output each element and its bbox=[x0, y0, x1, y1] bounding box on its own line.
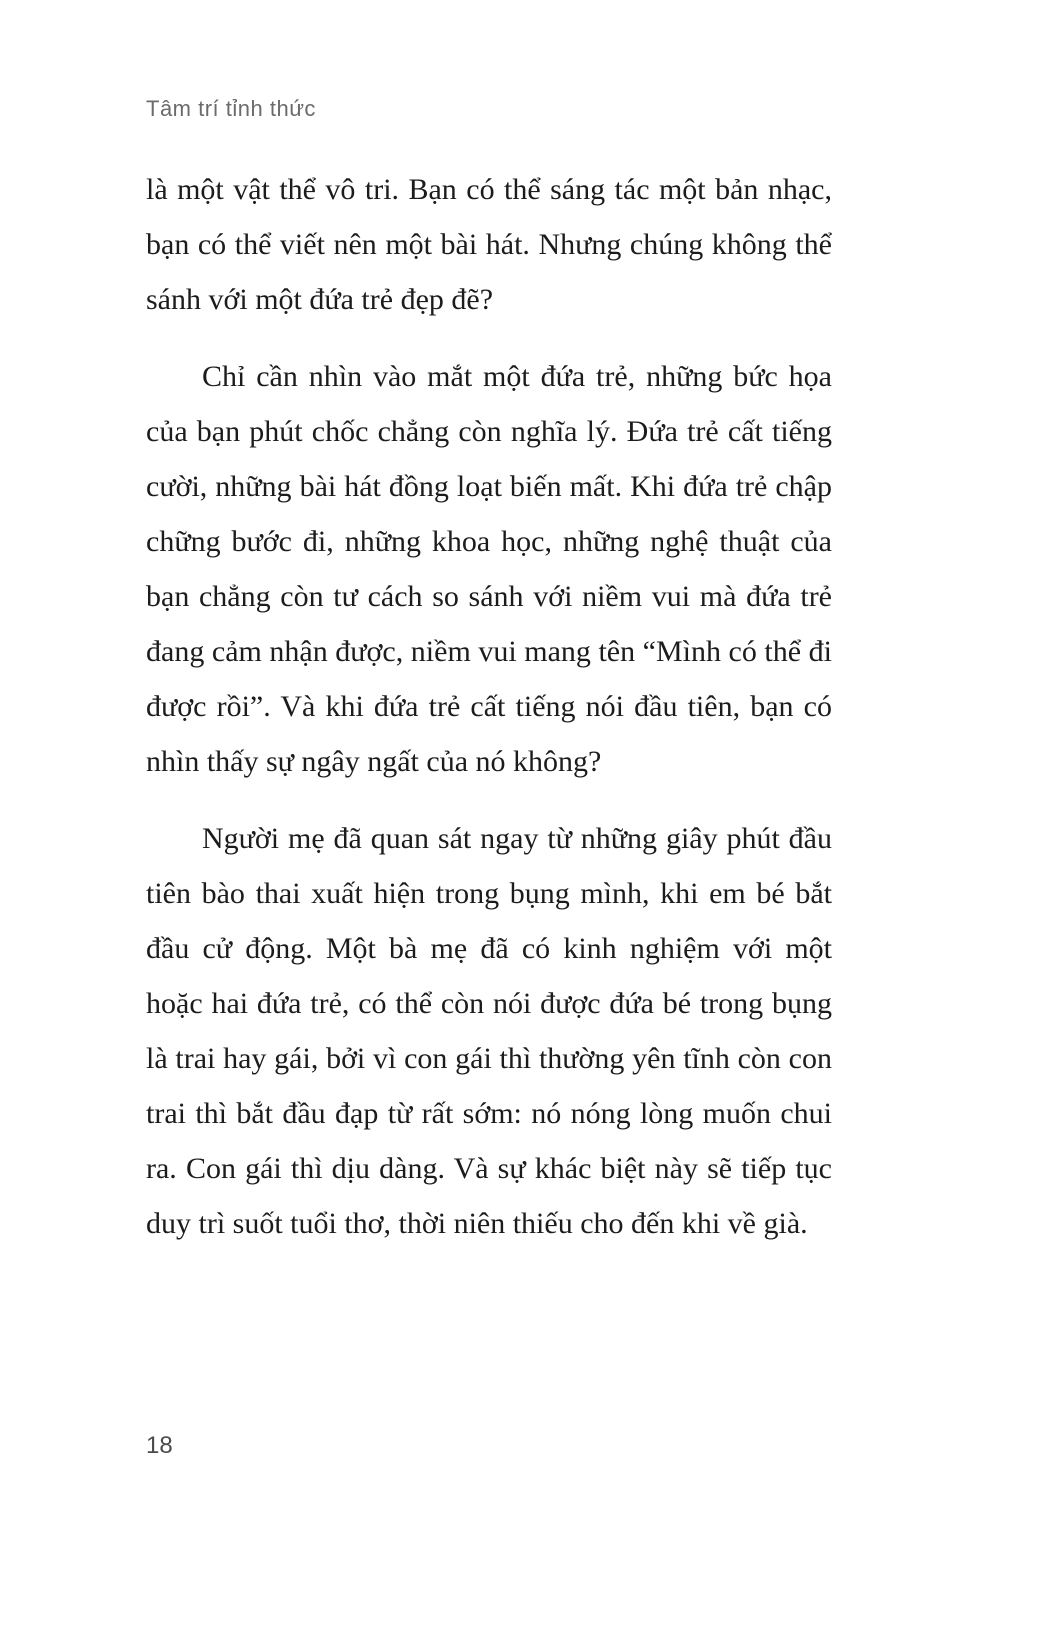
page-body bbox=[146, 162, 832, 1251]
paragraph: Người mẹ đã quan sát ngay từ những giây phút đầu tiên bào thai xuất hiện trong bụng mình, khi em bé bắt đầu cử động. Một bà mẹ đã có kinh nghiệm với một hoặc hai đứa trẻ, có thể còn nói được đứa bé trong bụng là trai hay gái, bởi vì con gái thì thường yên tĩnh còn con trai thì bắt đầu đạp từ rất sớm: nó nóng lòng muốn chui ra. Con gái thì dịu dàng. Và sự khác biệt này sẽ tiếp tục duy trì suốt tuổi thơ, thời niên thiếu cho đến khi về già. bbox=[146, 822, 832, 1240]
paragraph-continuation: là một vật thể vô tri. Bạn có thể sáng tác một bản nhạc, bạn có thể viết nên một bài hát. Nhưng chúng không thể sánh với một đứa trẻ đẹp đẽ? bbox=[146, 173, 832, 316]
running-header: Tâm trí tỉnh thức bbox=[146, 96, 316, 121]
page-number: 18 bbox=[146, 1432, 173, 1459]
paragraph: Chỉ cần nhìn vào mắt một đứa trẻ, những bức họa của bạn phút chốc chẳng còn nghĩa lý. Đứa trẻ cất tiếng cười, những bài hát đồng loạt biến mất. Khi đứa trẻ chập chững bước đi, những khoa học, những nghệ thuật của bạn chẳng còn tư cách so sánh với niềm vui mà đứa trẻ đang cảm nhận được, niềm vui mang tên “Mình có thể đi được rồi”. Và khi đứa trẻ cất tiếng nói đầu tiên, bạn có nhìn thấy sự ngây ngất của nó không? bbox=[146, 360, 832, 778]
